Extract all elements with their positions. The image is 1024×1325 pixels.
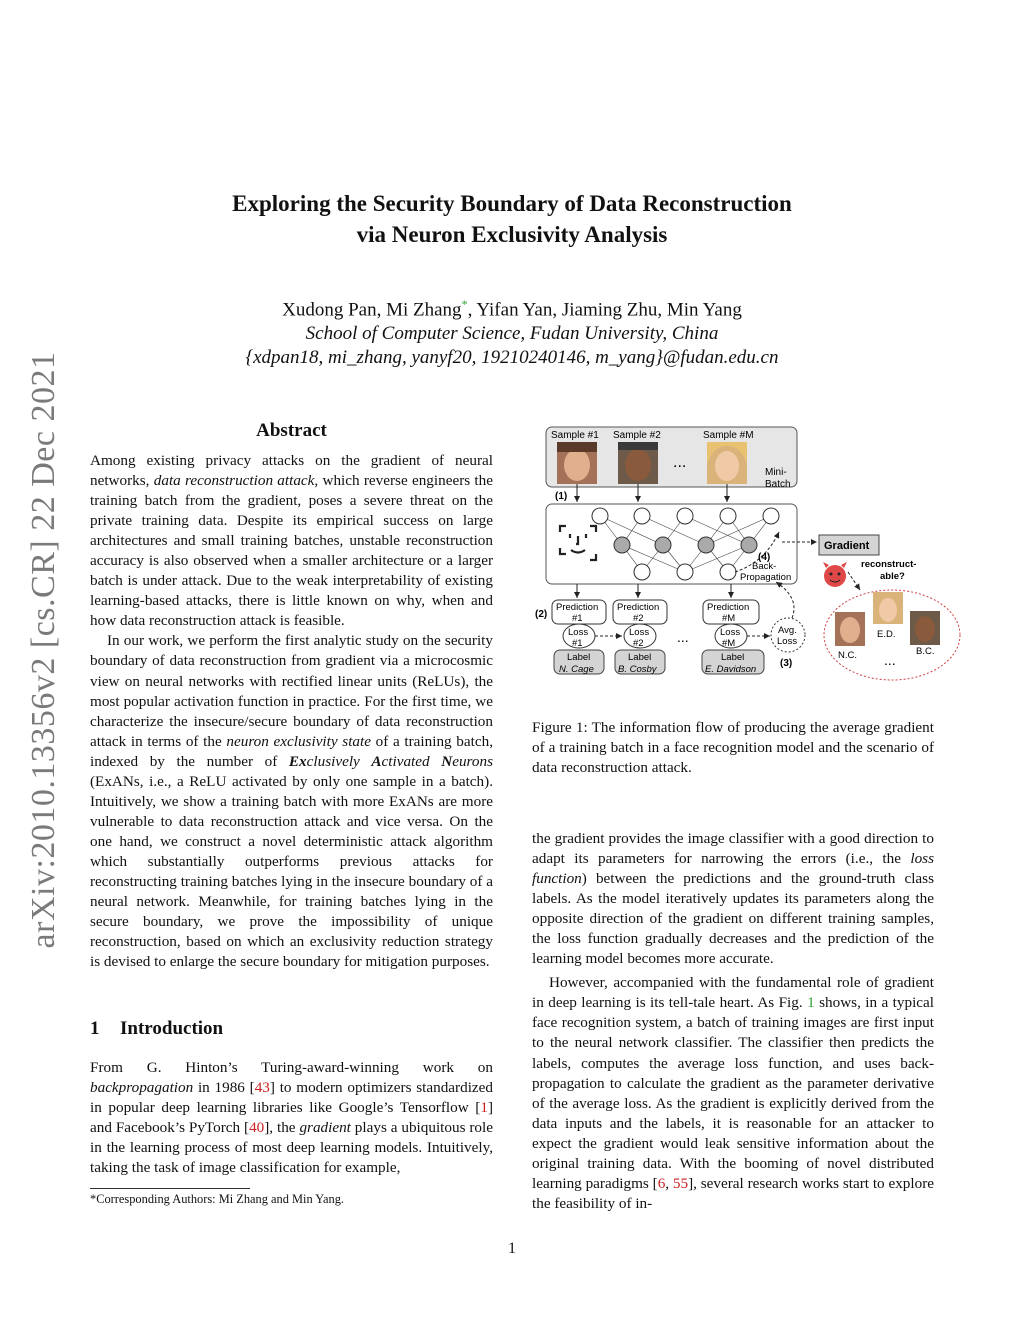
text: shows, in a typical face recognition system, a batch of training images are first input to the neural network classifier. The classifier then predicts the labels, computes the average loss function, and uses back-propagation to calculate the gradient as the parameter derivative of the average loss. As the gradient is explicitly derived from the data inputs and the labels, it is reasonable for an attacker to expect the gradient would leak sensitive information about the original training data. With the booming of novel distributed learning paradigms [ [532,994,935,1192]
text: , which reverse engineers the training batch from the gradient, poses a severe threat on the private training data. Despite its empirical success on large architectures and small training batches, unstable reconstruction accuracy is also observed when a smaller architecture or a larger batch is under attack. Due to the weak interpretability of existing learning-based attacks, there is little known on why, when and how data reconstruction attack is feasible. [90,472,493,630]
emph-bold: Ex [288,752,307,770]
reconstructed-face-ed [873,592,903,624]
right-paragraph-1 [532,829,934,969]
loss-1-label: Loss [568,627,589,638]
prediction-column-m [702,600,764,675]
section-title: Introduction [120,1018,224,1039]
label-2-name: B. Cosby [618,664,657,675]
introduction-body [90,1058,493,1178]
face-image-1 [557,442,597,484]
citation-link[interactable]: 40 [249,1119,265,1137]
pred-m-num: #M [722,613,736,624]
text: In our work, we perform the first analytic study on the security boundary of data reconstruction from gradient via a microcosmic view on neural networks with rectified linear units (ReLUs), the most popular activation function in practice. For the first time, we characterize the insecure/secure boundary of data reconstruction attack in terms of the [90,632,493,750]
attacker-devil-icon [823,562,847,587]
nc-label: N.C. [838,650,857,661]
recon-ellipsis: ... [884,652,896,668]
sample-1-label: Sample #1 [551,430,599,441]
footnote: *Corresponding Authors: Mi Zhang and Min Yang. [90,1192,345,1206]
abstract-body [90,451,493,972]
author-names [150,292,874,322]
avg-label-1: Avg. [778,625,797,636]
figure-link[interactable]: 1 [807,994,815,1012]
paper-title [150,188,874,250]
footnote-rule [90,1188,250,1189]
arxiv-stamp-text: arXiv:2010.13356v2 [cs.CR] 22 Dec 2021 [25,351,62,949]
figure-caption: Figure 1: The information flow of producing the average gradient of a training batch in a face recognition model and the scenario of data reconstruction attack. [532,719,934,776]
loss-1-num: #1 [572,638,583,649]
text: plays a ubiquitous role in the learning process of most deep learning models. Intuitively, taking the task of image classification for example, [90,1119,493,1177]
face-image-2 [618,442,658,484]
loss-2-label: Loss [629,627,650,638]
emph: data reconstruction attack [153,472,315,490]
sample-2-label: Sample #2 [613,430,661,441]
pred-ellipsis: ... [677,629,689,645]
gradient-label: Gradient [824,540,870,552]
citation-link[interactable]: 1 [480,1099,488,1117]
abstract-paragraph-2 [90,631,493,972]
emph: loss function [532,850,934,888]
text: (ExANs, i.e., a ReLU activated by only one sample in a batch). Intuitively, we show a training batch with more ExANs are more vulnerable to data reconstruction attack and vice versa. On the one hand, we construct a novel deterministic attack algorithm which substantially outperforms previous attacks for reconstructing training batches lying in the insecure boundary of a neural network. Meanwhile, for training batches lying in the secure boundary, we prove the impossibility of unique reconstruction, based on which an exclusivity reduction strategy is devised to enlarge the secure boundary for mitigation purposes. [90,772,493,971]
text: of a training batch, indexed by the number of [90,732,493,770]
section-heading-introduction [90,1018,223,1040]
backprop-label-1: Back- [752,561,777,572]
intro-paragraph-1 [90,1058,493,1178]
affiliation: School of Computer Science, Fudan University, China [305,323,719,345]
batch-ellipsis: ... [673,454,687,471]
text: ] and Facebook’s PyTorch [ [90,1099,493,1137]
reconstructed-face-bc [910,611,940,645]
text: ], several research works start to explore the feasibility of in- [532,1174,934,1212]
step-4-label: (4) [758,552,771,563]
page-number: 1 [508,1240,516,1257]
text: the gradient provides the image classifier with a good direction to adapt its parameters for narrowing the errors (i.e., the [532,830,934,868]
emph-bold: N [441,752,453,770]
emph-bold: A [371,752,382,770]
corresponding-star[interactable]: * [461,297,468,311]
citation-link[interactable]: 6 [657,1174,666,1192]
pred-2-label: Prediction [617,602,660,613]
sample-m-label: Sample #M [703,430,754,441]
batch-label: Batch [765,479,791,490]
loss-m-label: Loss [720,627,741,638]
emph: neuron exclusivity state [226,732,371,750]
avg-loss-node [771,618,805,652]
text: From G. Hinton’s Turing-award-winning work on [90,1059,493,1076]
loss-2-num: #2 [633,638,644,649]
text: in 1986 [ [193,1079,255,1097]
pred-1-label: Prediction [556,602,599,613]
step-2-label: (2) [535,609,548,620]
emails: {xdpan18, mi_zhang, yanyf20, 19210240146, m_yang}@fudan.edu.cn [245,347,779,369]
step-3-label: (3) [780,658,793,669]
backprop-label-2: Propagation [740,572,792,583]
prediction-column-1 [552,600,606,675]
emph: eurons [452,752,493,770]
author-names-a: Xudong Pan, Mi Zhang [282,299,462,321]
reconstructable-label-1: reconstruct- [861,559,917,570]
text: However, accompanied with the fundamental role of gradient in deep learning is its tell-tale heart. As Fig. [532,974,934,1012]
text: ] to modern optimizers standardized in popular deep learning libraries like Google’s Tensorflow [ [90,1079,493,1117]
section-number: 1 [90,1018,100,1039]
citation-link[interactable]: 55 [672,1174,689,1192]
avg-label-2: Loss [777,636,798,647]
emph: clusively [306,752,372,770]
abstract-heading: Abstract [256,420,327,441]
pred-1-num: #1 [572,613,583,624]
text: ) between the predictions and the ground-truth class labels. As the model iteratively updates its parameters along the opposite direction of the gradient on different training samples, the loss function gradually decreases and the prediction of the learning model becomes more accurate. [532,870,934,968]
pred-2-num: #2 [633,613,644,624]
reconstructed-face-nc [835,612,865,646]
face-image-m [707,442,747,484]
abstract-paragraph-1 [90,451,493,631]
bc-label: B.C. [916,646,935,657]
right-column-body [532,829,934,1214]
loss-m-num: #M [722,638,736,649]
label-m-title: Label [721,652,745,663]
emph: ctivated [381,752,442,770]
author-names-b: , Yifan Yan, Jiaming Zhu, Min Yang [467,299,742,321]
step-1-label: (1) [555,491,568,502]
citation-link[interactable]: 43 [254,1079,270,1097]
arxiv-stamp [14,351,74,949]
text: Among existing privacy attacks on the gradient of neural networks, [90,452,493,490]
title-line-1: Exploring the Security Boundary of Data Reconstruction [232,191,792,216]
author-block [150,292,874,370]
label-m-name: E. Davidson [705,664,757,675]
label-2-title: Label [628,652,652,663]
mini-label: Mini- [765,467,787,478]
figure-1 [530,422,970,690]
label-1-title: Label [567,652,591,663]
reconstructable-label-2: able? [880,571,905,582]
label-1-name: N. Cage [559,664,594,675]
right-paragraph-2 [532,973,934,1214]
ed-label: E.D. [877,629,896,640]
emph: backpropagation [90,1079,194,1097]
text: ], the [264,1119,300,1137]
title-line-2: via Neuron Exclusivity Analysis [356,222,668,247]
emph: gradient [299,1119,351,1137]
text: , [665,1174,673,1192]
prediction-column-2 [613,600,667,675]
pred-m-label: Prediction [707,602,750,613]
